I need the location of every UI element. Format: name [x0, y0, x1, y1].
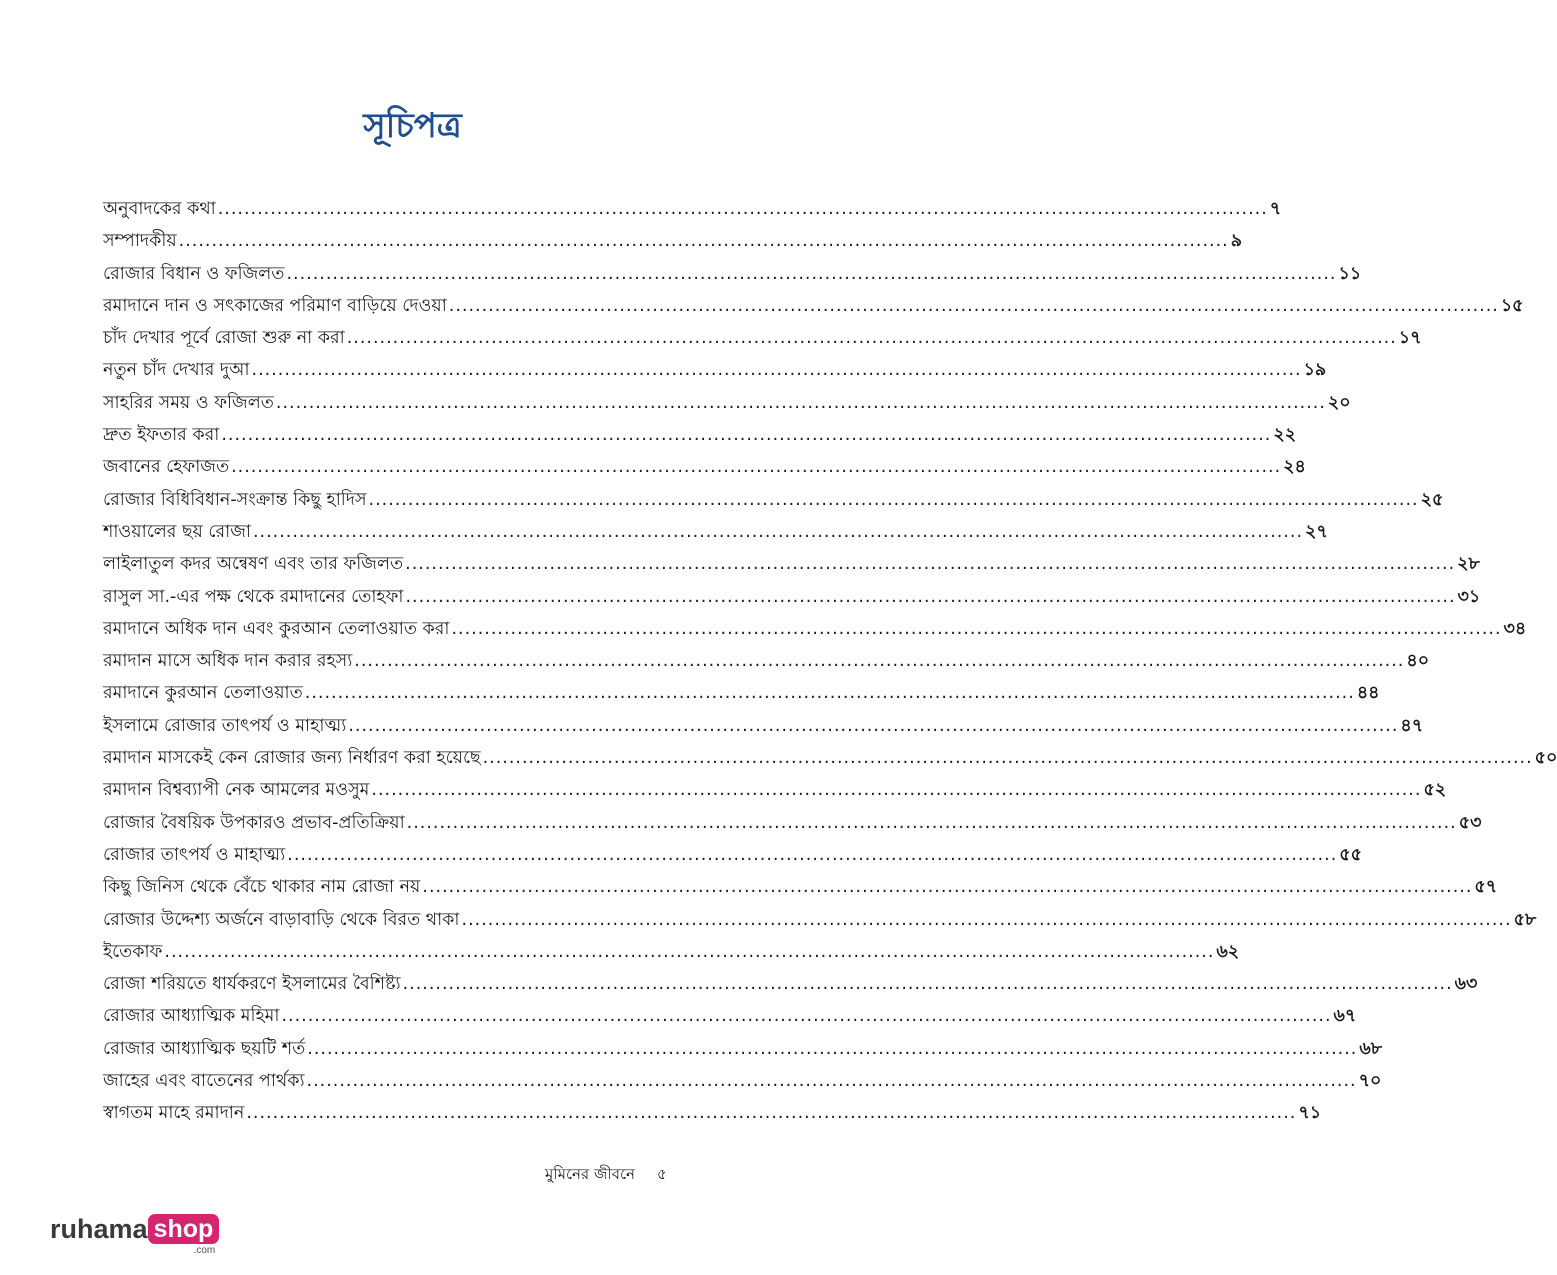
- toc-entry-page: ৪০: [1406, 651, 1430, 672]
- toc-entry-page: ২৪: [1283, 457, 1306, 478]
- toc-entry-title: রমাদান বিশ্বব্যাপী নেক আমলের মওসুম: [103, 780, 370, 801]
- dot-leader: [305, 683, 1355, 703]
- toc-entry: [103, 1100, 1322, 1132]
- toc-entry-page: ৫৮: [1513, 909, 1537, 930]
- toc-entry: [103, 907, 1537, 939]
- toc-entry-page: ৭: [1269, 199, 1282, 219]
- toc-entry: [103, 713, 1424, 745]
- dot-leader: [246, 1103, 1296, 1123]
- logo-text-ruhama: ruhama: [50, 1214, 148, 1244]
- toc-entry-page: ৬২: [1216, 941, 1240, 962]
- dot-leader: [164, 942, 1214, 962]
- toc-entry-title: রোজার বিধান ও ফজিলত: [103, 263, 285, 284]
- toc-entry-page: ৬৩: [1454, 974, 1478, 995]
- toc-entry-page: ৫০: [1534, 748, 1557, 769]
- toc-entry-title: শাওয়ালের ছয় রোজা: [103, 521, 251, 542]
- toc-entry: [103, 842, 1363, 874]
- toc-entry-page: ৬৮: [1359, 1038, 1383, 1059]
- toc-entry: [103, 261, 1362, 293]
- toc-entry: [103, 584, 1481, 616]
- dot-leader: [281, 1006, 1331, 1026]
- toc-entry-title: দ্রুত ইফতার করা: [103, 425, 220, 446]
- dot-leader: [462, 910, 1512, 930]
- toc-entry: [103, 1036, 1383, 1068]
- toc-entry: [103, 810, 1482, 842]
- ruhamashop-logo: [50, 1214, 219, 1256]
- toc-entry: [103, 422, 1297, 454]
- logo-shop-badge: [148, 1214, 220, 1256]
- dot-leader: [231, 457, 1281, 477]
- toc-entry: [103, 325, 1422, 357]
- toc-entry-title: রোজার বিধিবিধান-সংক্রান্ত কিছু হাদিস: [103, 489, 367, 510]
- toc-entry: [103, 648, 1430, 680]
- toc-entry-page: ১৯: [1303, 360, 1327, 381]
- toc-entry-title: রোজা শরিয়তে ধার্যকরণে ইসলামের বৈশিষ্ট্য: [103, 974, 401, 995]
- toc-entry: [103, 196, 1282, 228]
- toc-entry-title: অনুবাদকের কথা: [103, 199, 216, 219]
- dot-leader: [422, 877, 1472, 897]
- dot-leader: [354, 651, 1404, 671]
- toc-entry-page: ৬৭: [1333, 1006, 1357, 1027]
- toc-entry-title: স্বাগতম মাহে রমাদান: [103, 1103, 245, 1124]
- toc-entry-title: রোজার উদ্দেশ্য অর্জনে বাড়াবাড়ি থেকে বিরত থাকা: [103, 909, 460, 930]
- toc-entry: [103, 519, 1328, 551]
- dot-leader: [287, 845, 1337, 865]
- footer-page-number: ৫: [657, 1165, 667, 1183]
- dot-leader: [276, 393, 1326, 413]
- toc-entry: [103, 293, 1524, 325]
- footer-book-title: মুমিনের জীবনে: [545, 1165, 635, 1183]
- dot-leader: [253, 522, 1303, 542]
- running-footer: [545, 1163, 667, 1188]
- toc-entry-title: ইসলামে রোজার তাৎপর্য ও মাহাত্ম্য: [103, 715, 347, 736]
- toc-entry-page: ২২: [1273, 425, 1297, 446]
- toc-entry-page: ১৫: [1500, 295, 1524, 316]
- toc-entry: [103, 228, 1243, 260]
- toc-entry-title: রোজার তাৎপর্য ও মাহাত্ম্য: [103, 844, 286, 865]
- dot-leader: [286, 264, 1336, 284]
- toc-entry: [103, 971, 1478, 1003]
- dot-leader: [405, 587, 1455, 607]
- dot-leader: [179, 231, 1229, 251]
- dot-leader: [307, 1071, 1357, 1091]
- toc-entry-page: ৪৪: [1356, 683, 1380, 704]
- dot-leader: [218, 199, 1268, 219]
- logo-text-shop: shop: [148, 1214, 220, 1244]
- toc-entry-title: রমাদানে দান ও সৎকাজের পরিমাণ বাড়িয়ে দেওয়া: [103, 295, 447, 316]
- toc-entry-page: ৫৫: [1339, 844, 1363, 865]
- toc-entry: [103, 357, 1327, 389]
- toc-entry-title: নতুন চাঁদ দেখার দুআ: [103, 360, 250, 381]
- toc-entry-title: লাইলাতুল কদর অন্বেষণ এবং তার ফজিলত: [103, 554, 404, 575]
- dot-leader: [371, 780, 1421, 800]
- toc-entry: [103, 1003, 1357, 1035]
- dot-leader: [252, 360, 1302, 380]
- toc-entry-title: সাহরির সময় ও ফজিলত: [103, 392, 274, 413]
- dot-leader: [403, 974, 1453, 994]
- page-title: সূচিপত্র: [363, 106, 462, 146]
- dot-leader: [348, 716, 1398, 736]
- dot-leader: [347, 328, 1397, 348]
- dot-leader: [405, 554, 1455, 574]
- toc-entry: [103, 777, 1447, 809]
- toc-entry-page: ৭০: [1358, 1071, 1382, 1092]
- toc-entry-title: রমাদান মাসে অধিক দান করার রহস্য: [103, 651, 353, 672]
- toc-entry: [103, 487, 1444, 519]
- dot-leader: [307, 1039, 1357, 1059]
- toc-entry-page: ১৭: [1398, 328, 1422, 349]
- dot-leader: [449, 296, 1499, 316]
- toc-entry-title: রোজার আধ্যাত্মিক ছয়টি শর্ত: [103, 1038, 306, 1059]
- toc-entry: [103, 874, 1498, 906]
- toc-entry-page: ৩১: [1457, 586, 1481, 607]
- toc-entry: [103, 745, 1557, 777]
- toc-entry: [103, 1068, 1382, 1100]
- toc-entry: [103, 939, 1240, 971]
- table-of-contents: [103, 196, 1557, 1133]
- toc-entry-page: ৪৭: [1400, 715, 1424, 736]
- toc-entry-title: রমাদান মাসকেই কেন রোজার জন্য নির্ধারণ করা হয়েছে: [103, 748, 481, 769]
- toc-entry-page: ৫৩: [1458, 812, 1482, 833]
- toc-entry-title: রমাদানে কুরআন তেলাওয়াত: [103, 683, 303, 704]
- toc-entry-page: ৫৭: [1474, 877, 1498, 898]
- toc-entry: [103, 390, 1351, 422]
- dot-leader: [483, 748, 1533, 768]
- toc-entry-title: রমাদানে অধিক দান এবং কুরআন তেলাওয়াত করা: [103, 618, 450, 639]
- dot-leader: [221, 425, 1271, 445]
- toc-entry: [103, 551, 1480, 583]
- toc-entry: [103, 454, 1306, 486]
- toc-entry-page: ২০: [1327, 392, 1351, 413]
- dot-leader: [451, 619, 1501, 639]
- toc-entry-title: জাহের এবং বাতেনের পার্থক্য: [103, 1071, 305, 1092]
- toc-entry-page: ৩৪: [1503, 618, 1527, 639]
- toc-entry-page: ৯: [1230, 231, 1243, 252]
- dot-leader: [369, 490, 1419, 510]
- toc-entry-page: ৭১: [1298, 1103, 1322, 1124]
- toc-entry-title: রোজার বৈষয়িক উপকারও প্রভাব-প্রতিক্রিয়া: [103, 812, 405, 833]
- dot-leader: [407, 813, 1457, 833]
- toc-entry-title: সম্পাদকীয়: [103, 231, 177, 252]
- toc-entry-page: ১১: [1338, 263, 1362, 284]
- toc-entry-title: জবানের হেফাজত: [103, 457, 230, 478]
- toc-entry-page: ২৮: [1457, 554, 1480, 575]
- toc-entry-title: রোজার আধ্যাত্মিক মহিমা: [103, 1006, 280, 1027]
- toc-entry-page: ২৫: [1420, 489, 1444, 510]
- toc-entry: [103, 680, 1380, 712]
- toc-entry-title: রাসুল সা.-এর পক্ষ থেকে রমাদানের তোহফা: [103, 586, 404, 607]
- toc-entry-page: ৫২: [1423, 780, 1447, 801]
- toc-entry-title: কিছু জিনিস থেকে বেঁচে থাকার নাম রোজা নয়: [103, 877, 421, 898]
- toc-entry: [103, 616, 1527, 648]
- logo-text-com: .com: [193, 1245, 216, 1256]
- toc-entry-page: ২৭: [1305, 521, 1328, 542]
- toc-entry-title: ইতেকাফ: [103, 941, 163, 962]
- toc-entry-title: চাঁদ দেখার পূর্বে রোজা শুরু না করা: [103, 328, 345, 349]
